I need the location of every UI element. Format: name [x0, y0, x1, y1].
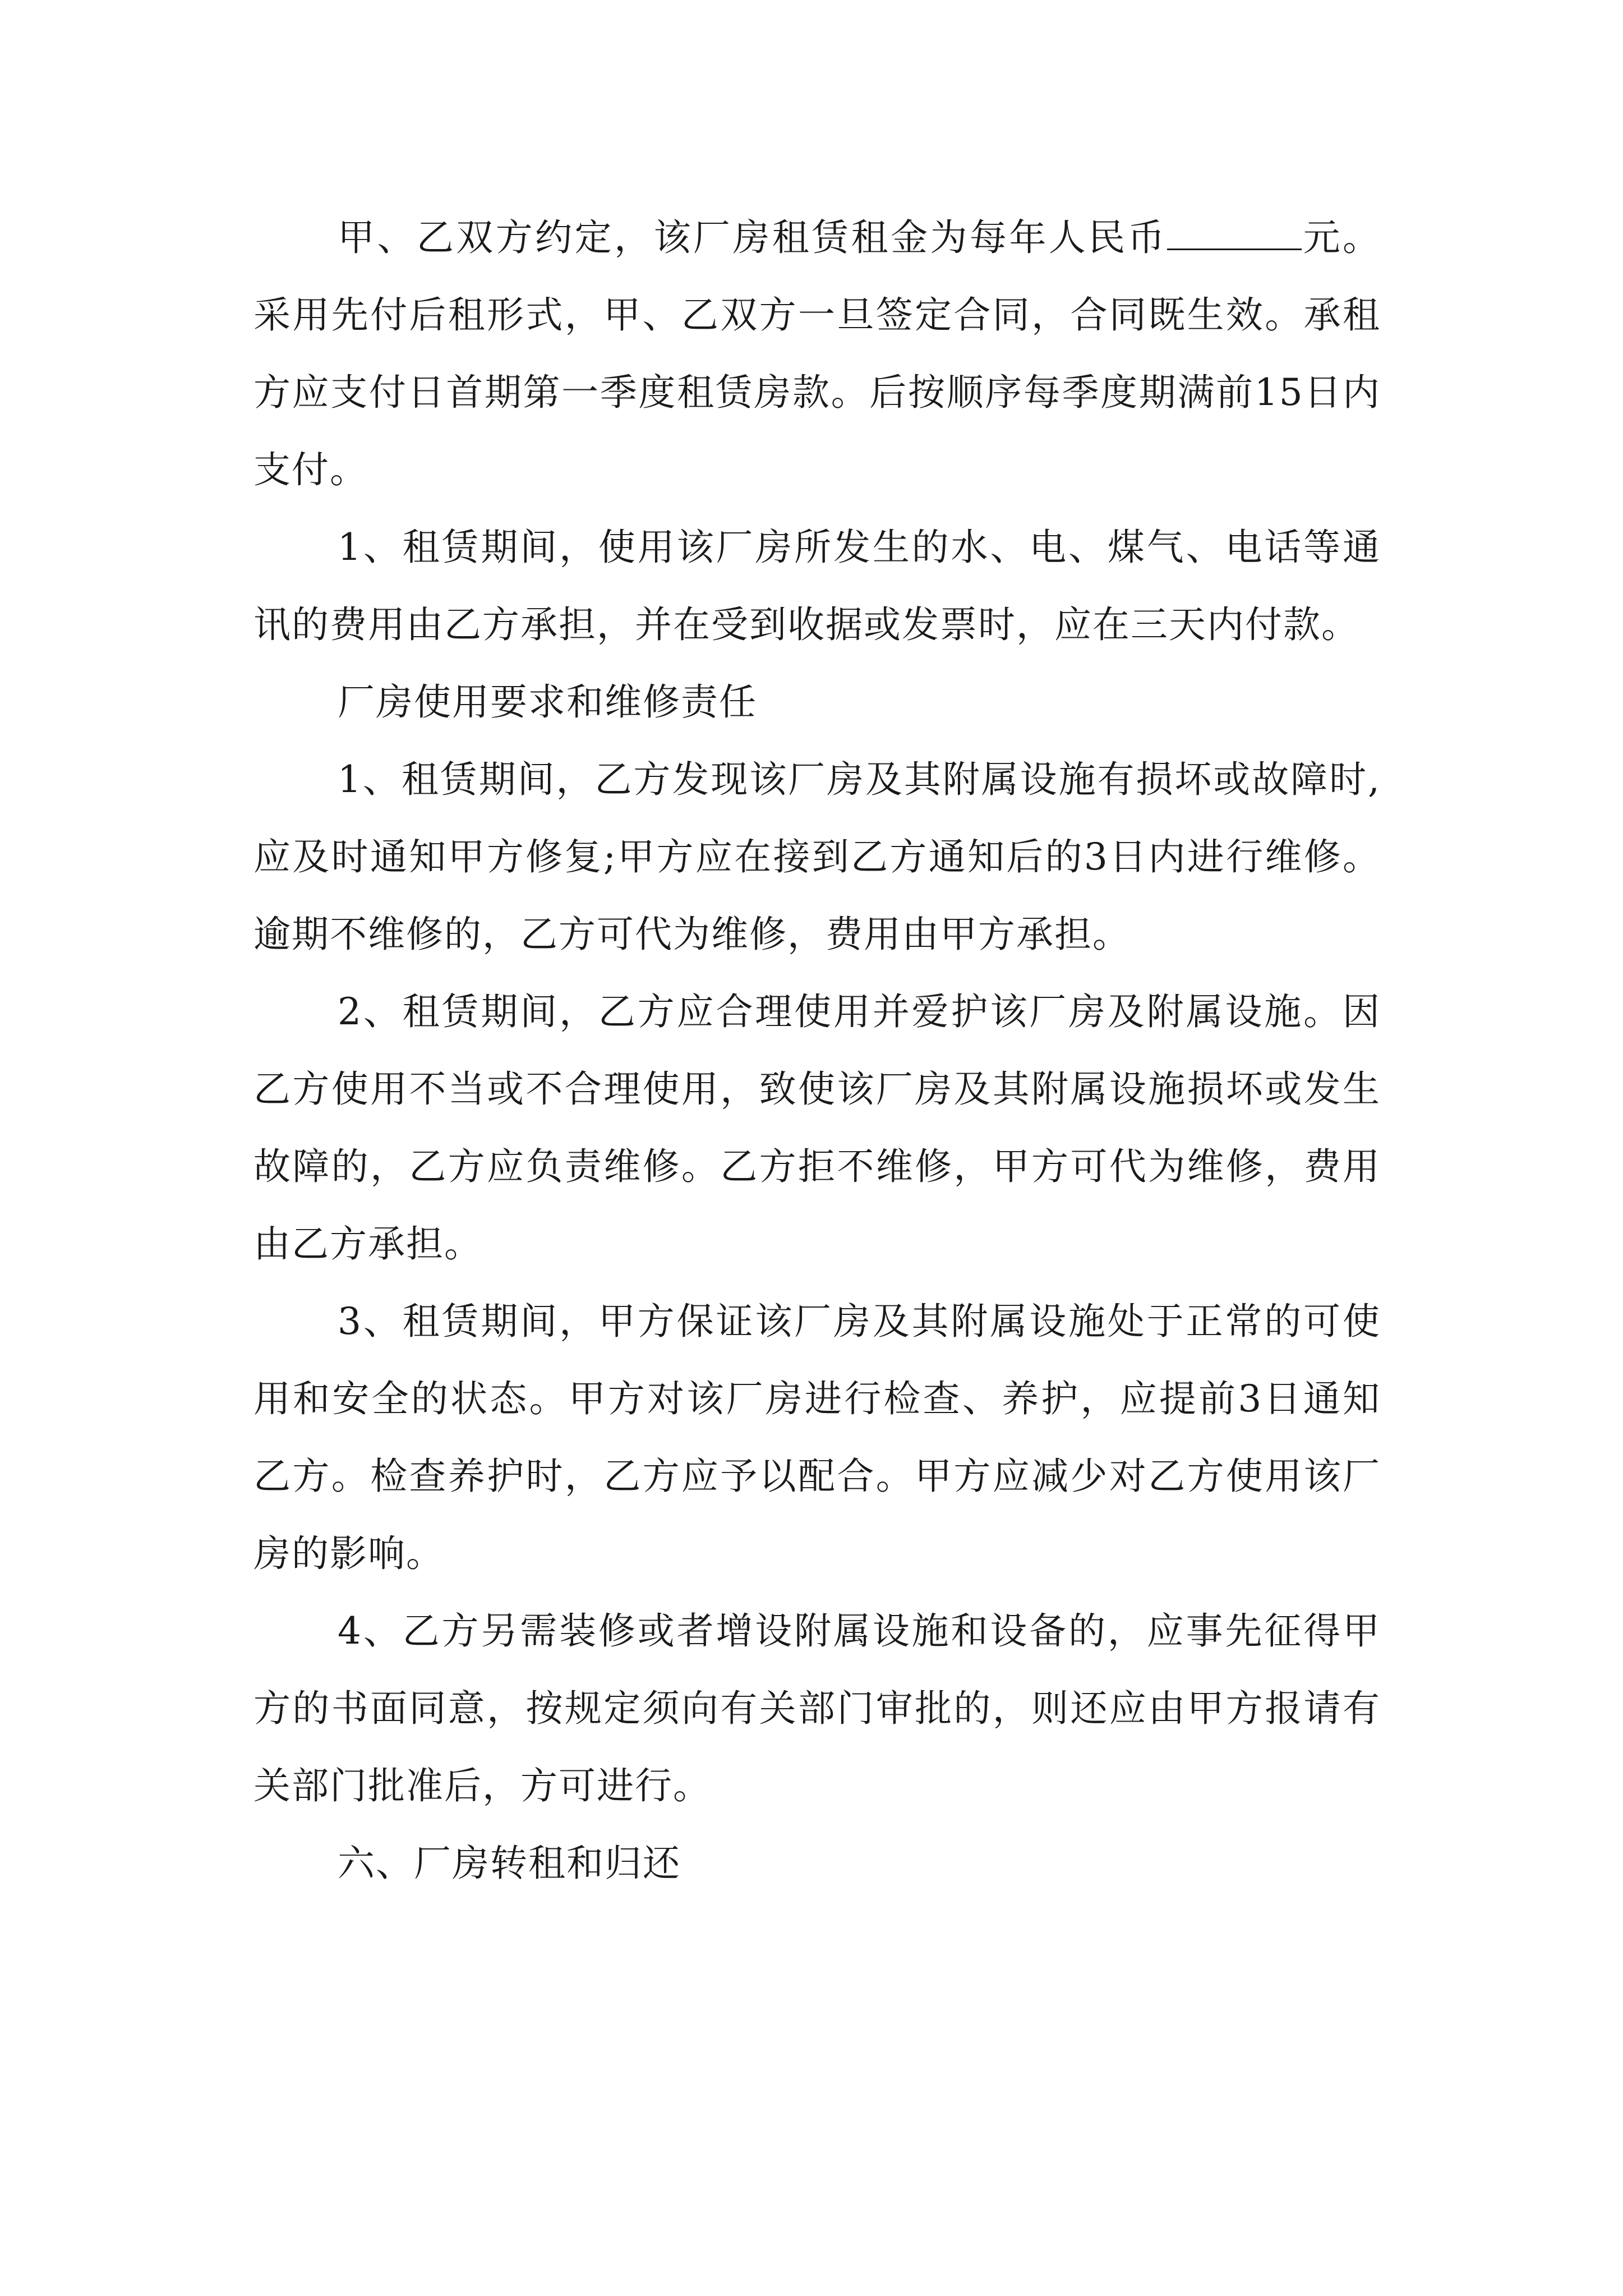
paragraph-repair-2: 2、租赁期间，乙方应合理使用并爱护该厂房及附属设施。因乙方使用不当或不合理使用，致使该厂房及其附属设施损坏或发生故障的，乙方应负责维修。乙方拒不维修，甲方可代为维修，费用由乙方承担。 — [253, 990, 1381, 1266]
paragraph-repair-1: 1、租赁期间，乙方发现该厂房及其附属设施有损坏或故障时,应及时通知甲方修复;甲方应在接到乙方通知后的3日内进行维修。逾期不维修的，乙方可代为维修，费用由甲方承担。 — [253, 758, 1381, 956]
document-page — [253, 199, 1381, 1902]
rent-text-before: 甲、乙双方约定，该厂房租赁租金为每年人民币 — [338, 216, 1168, 259]
paragraph-fees: 1、租赁期间，使用该厂房所发生的水、电、煤气、电话等通讯的费用由乙方承担，并在受到收据或发票时，应在三天内付款。 — [253, 526, 1381, 646]
rent-text-after: 元。采用先付后租形式，甲、乙双方一旦签定合同，合同既生效。承租方应支付日首期第一季度租赁房款。后按顺序每季度期满前15日内支付。 — [253, 216, 1381, 491]
heading-use-and-repair: 厂房使用要求和维修责任 — [338, 680, 757, 724]
heading-section-6: 六、厂房转租和归还 — [338, 1842, 681, 1885]
paragraph-repair-4: 4、乙方另需装修或者增设附属设施和设备的，应事先征得甲方的书面同意，按规定须向有关部门审批的，则还应由甲方报请有关部门批准后，方可进行。 — [253, 1609, 1381, 1807]
paragraph-repair-3: 3、租赁期间，甲方保证该厂房及其附属设施处于正常的可使用和安全的状态。甲方对该厂房进行检查、养护，应提前3日通知乙方。检查养护时，乙方应予以配合。甲方应减少对乙方使用该厂房的影响。 — [253, 1300, 1381, 1575]
rent-amount-blank — [1167, 215, 1302, 250]
paragraph-rent — [253, 199, 1381, 509]
